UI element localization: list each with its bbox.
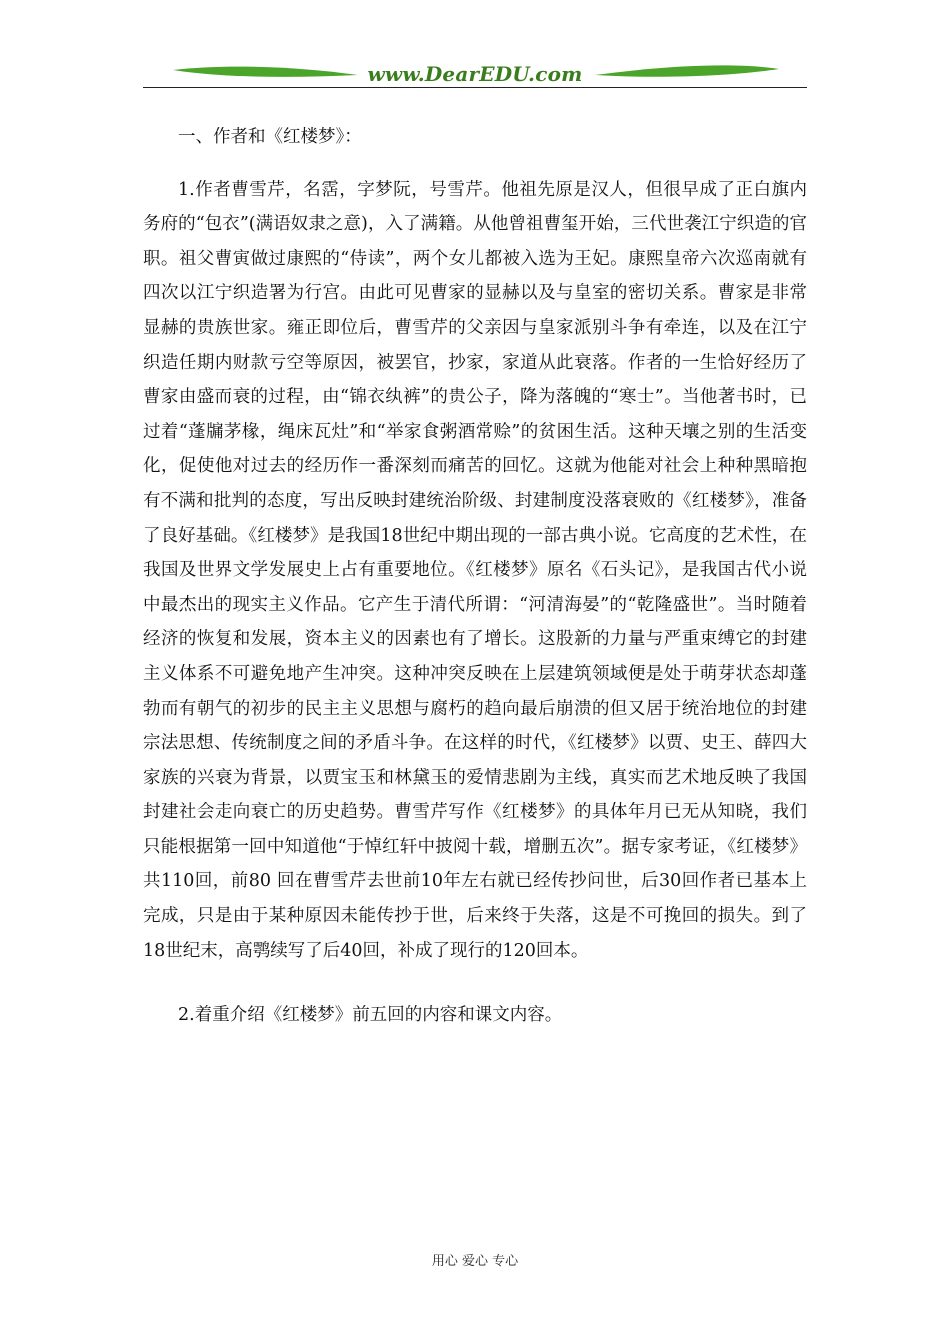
paragraph-author-intro: 1.作者曹雪芹，名霑，字梦阮，号雪芹。他祖先原是汉人，但很早成了正白旗内务府的“包衣”(满语奴隶之意)，入了满籍。从他曾祖曹玺开始，三代世袭江宁织造的官职。祖父曹寅做过康熙的“侍读”，两个女儿都被入选为王妃。康熙皇帝六次巡南就有四次以江宁织造署为行宫。由此可见曹家的显赫以及与皇室的密切关系。曹家是非常显赫的贵族世家。雍正即位后，曹雪芹的父亲因与皇家派别斗争有牵连，以及在江宁织造任期内财款亏空等原因，被罢官，抄家，家道从此衰落。作者的一生恰好经历了曹家由盛而衰的过程，由“锦衣纨裤”的贵公子，降为落魄的“寒士”。当他著书时，已过着“蓬牖茅椽，绳床瓦灶”和“举家食粥酒常赊”的贫困生活。这种天壤之别的生活变化，促使他对过去的经历作一番深刻而痛苦的回忆。这就为他能对社会上种种黑暗抱有不满和批判的态度，写出反映封建统治阶级、封建制度没落衰败的《红楼梦》，准备了良好基础。《红楼梦》是我国18世纪中期出现的一部古典小说。它高度的艺术性，在我国及世界文学发展史上占有重要地位。《红楼梦》原名《石头记》，是我国古代小说中最杰出的现实主义作品。它产生于清代所谓：“河清海晏”的“乾隆盛世”。当时随着经济的恢复和发展，资本主义的因素也有了增长。这股新的力量与严重束缚它的封建主义体系不可避免地产生冲突。这种冲突反映在上层建筑领域便是处于萌芽状态却蓬勃而有朝气的初步的民主主义思想与腐朽的趋向最后崩溃的但又居于统治地位的封建宗法思想、传统制度之间的矛盾斗争。在这样的时代，《红楼梦》以贾、史王、薛四大家族的兴衰为背景，以贾宝玉和林黛玉的爱情悲剧为主线，真实而艺术地反映了我国封建社会走向衰亡的历史趋势。曹雪芹写作《红楼梦》的具体年月已无从知晓，我们只能根据第一回中知道他“于悼红轩中披阅十载，增删五次”。据专家考证，《红楼梦》共110回，前80 回在曹雪芹去世前10年左右就已经传抄问世，后30回作者已基本上完成，只是由于某种原因未能传抄于世，后来终于失落，这是不可挽回的损失。到了18世纪末，高鹗续写了后40回，补成了现行的120回本。 [143,179,807,961]
left-swoosh [173,67,358,77]
page-footer: 用心 爱心 专心 [431,1254,519,1269]
document-body [143,120,807,1033]
page-header [143,58,807,90]
right-swoosh [595,65,779,76]
header-divider [143,87,807,88]
site-logo[interactable]: www.DearEDU.com [367,62,583,86]
section-heading: 一、作者和《红楼梦》： [178,127,362,147]
paragraph-chapter-intro: 2.着重介绍《红楼梦》前五回的内容和课文内容。 [178,1005,563,1026]
